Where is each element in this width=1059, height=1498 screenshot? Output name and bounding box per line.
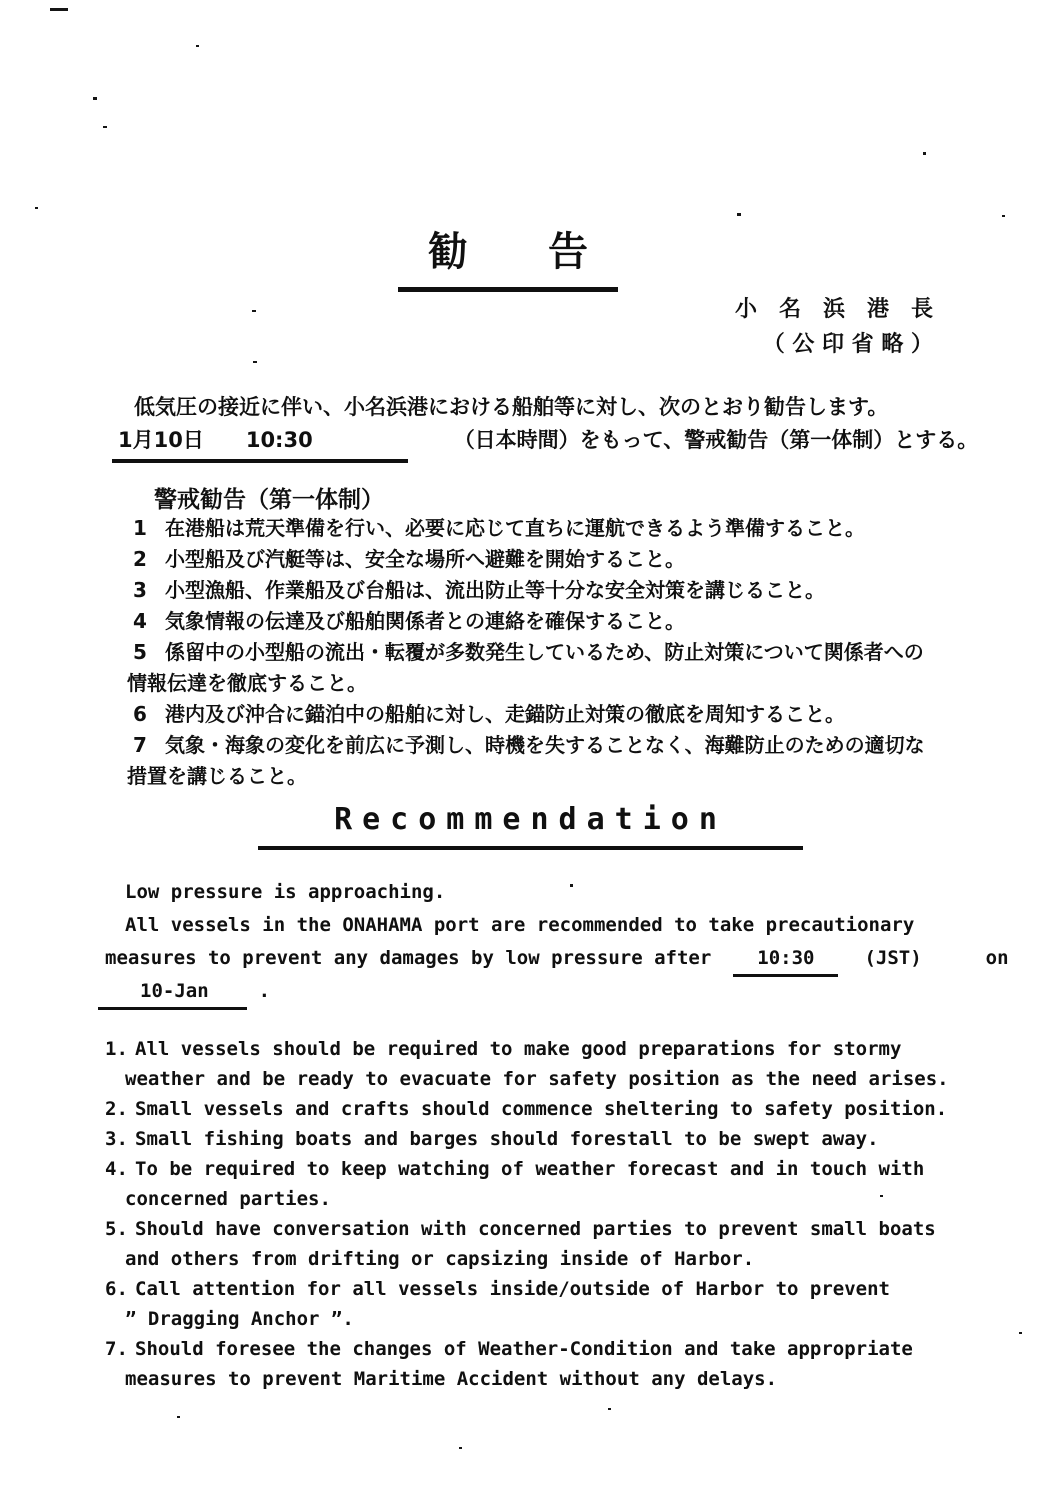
en-paragraph-line: All vessels in the ONAHAMA port are recommended to take precautionary: [125, 914, 915, 936]
en-advisory-item-5: [105, 1214, 949, 1274]
on-label: on: [985, 947, 1009, 969]
item-number: 5.: [105, 1218, 128, 1240]
item-number: 3.: [105, 1128, 128, 1150]
item-number: 2.: [105, 1098, 128, 1120]
en-advisory-item-4: [105, 1154, 949, 1214]
effective-date-value-en: 10-Jan: [98, 980, 247, 1010]
jp-advisory-list: [127, 513, 925, 792]
jp-advisory-item-3: [133, 575, 925, 606]
recommendation-heading: Recommendation: [258, 802, 803, 850]
item-text: 小型漁船、作業船及び台船は、流出防止等十分な安全対策を講じること。: [165, 578, 825, 602]
item-text: Call attention for all vessels inside/outside of Harbor to prevent: [135, 1278, 890, 1300]
item-text: 在港船は荒天準備を行い、必要に応じて直ちに運航できるよう準備すること。: [165, 516, 865, 540]
jp-section-heading: 警戒勧告（第一体制）: [154, 487, 384, 513]
scan-speck: [50, 8, 68, 11]
item-number: 7: [133, 733, 147, 757]
issuer-seal-note: （ 公 印 省 略 ）: [762, 332, 933, 357]
scan-speck: [923, 152, 926, 155]
en-dateline-prefix: measures to prevent any damages by low pressure after: [105, 947, 712, 969]
effective-time-value-en: 10:30: [733, 947, 838, 977]
item-text: 気象情報の伝達及び船舶関係者との連絡を確保すること。: [165, 609, 685, 633]
item-number: 3: [133, 578, 147, 602]
scan-speck: [459, 1447, 462, 1449]
item-number: 1.: [105, 1038, 128, 1060]
scan-speck: [103, 126, 107, 128]
jp-advisory-item-5: [127, 637, 925, 699]
item-text: Should foresee the changes of Weather-Condition and take appropriate: [135, 1338, 913, 1360]
item-text-continued: 措置を講じること。: [127, 764, 307, 788]
jp-advisory-item-4: [133, 606, 925, 637]
item-number: 6: [133, 702, 147, 726]
item-text: To be required to keep watching of weather forecast and in touch with: [135, 1158, 925, 1180]
scan-speck: [93, 97, 97, 100]
effective-datetime-value-jp: 1月10日 10:30: [112, 428, 408, 463]
jp-advisory-item-2: [133, 544, 925, 575]
item-number: 1: [133, 516, 147, 540]
scan-speck: [177, 1416, 180, 1418]
document-title-jp: 勧 告: [398, 220, 618, 292]
scan-speck: [737, 213, 741, 216]
scan-speck: [880, 1195, 883, 1197]
jp-advisory-item-7: [127, 730, 925, 792]
en-paragraph-line: Low pressure is approaching.: [125, 881, 446, 903]
item-number: 6.: [105, 1278, 128, 1300]
en-advisory-item-1: [105, 1034, 949, 1094]
en-paragraph-line: [105, 975, 1009, 1008]
item-number: 5: [133, 640, 147, 664]
issuer-name: 小 名 浜 港 長: [734, 297, 933, 322]
item-text: 小型船及び汽艇等は、安全な場所へ避難を開始すること。: [165, 547, 685, 571]
jp-advisory-item-6: [133, 699, 925, 730]
item-text-continued: weather and be ready to evacuate for safety position as the need arises.: [125, 1068, 949, 1090]
item-text: Small fishing boats and barges should forestall to be swept away.: [135, 1128, 879, 1150]
en-advisory-item-7: [105, 1334, 949, 1394]
item-text: 港内及び沖合に錨泊中の船舶に対し、走錨防止対策の徹底を周知すること。: [165, 702, 845, 726]
item-number: 7.: [105, 1338, 128, 1360]
date-suffix: .: [258, 980, 271, 1002]
scan-speck: [35, 207, 38, 209]
en-advisory-list: [105, 1034, 949, 1394]
jst-label: (JST): [864, 947, 922, 969]
item-text: All vessels should be required to make good preparations for stormy: [135, 1038, 902, 1060]
en-advisory-item-6: [105, 1274, 949, 1334]
scan-speck: [570, 884, 573, 887]
scan-speck: [252, 310, 256, 312]
item-text-continued: 情報伝達を徹底すること。: [127, 671, 367, 695]
item-text-continued: measures to prevent Maritime Accident without any delays.: [125, 1368, 778, 1390]
item-text-continued: and others from drifting or capsizing inside of Harbor.: [125, 1248, 755, 1270]
dateline-rest-jp: （日本時間）をもって、警戒勧告（第一体制）とする。: [453, 428, 979, 452]
en-advisory-item-2: [105, 1094, 949, 1124]
item-text-continued: concerned parties.: [125, 1188, 331, 1210]
effective-dateline-jp: [112, 424, 978, 454]
item-text: 係留中の小型船の流出・転覆が多数発生しているため、防止対策について関係者への: [165, 640, 924, 664]
item-text: Small vessels and crafts should commence sheltering to safety position.: [135, 1098, 948, 1120]
jp-advisory-item-1: [133, 513, 925, 544]
scan-speck: [1002, 215, 1005, 217]
item-text: 気象・海象の変化を前広に予測し、時機を失することなく、海難防止のための適切な: [165, 733, 925, 757]
scan-speck: [253, 361, 257, 363]
item-number: 2: [133, 547, 147, 571]
item-number: 4: [133, 609, 147, 633]
scan-speck: [1019, 1332, 1022, 1334]
item-text-continued: ” Dragging Anchor ”.: [125, 1308, 354, 1330]
item-text: Should have conversation with concerned parties to prevent small boats: [135, 1218, 936, 1240]
scan-speck: [196, 45, 199, 47]
en-paragraph: [105, 876, 1009, 1008]
intro-paragraph-jp: 低気圧の接近に伴い、小名浜港における船舶等に対し、次のとおり勧告します。: [134, 395, 889, 419]
item-number: 4.: [105, 1158, 128, 1180]
en-advisory-item-3: [105, 1124, 949, 1154]
en-paragraph-line: [105, 942, 1009, 975]
scan-speck: [608, 1408, 611, 1410]
issuer-block: [735, 292, 933, 362]
